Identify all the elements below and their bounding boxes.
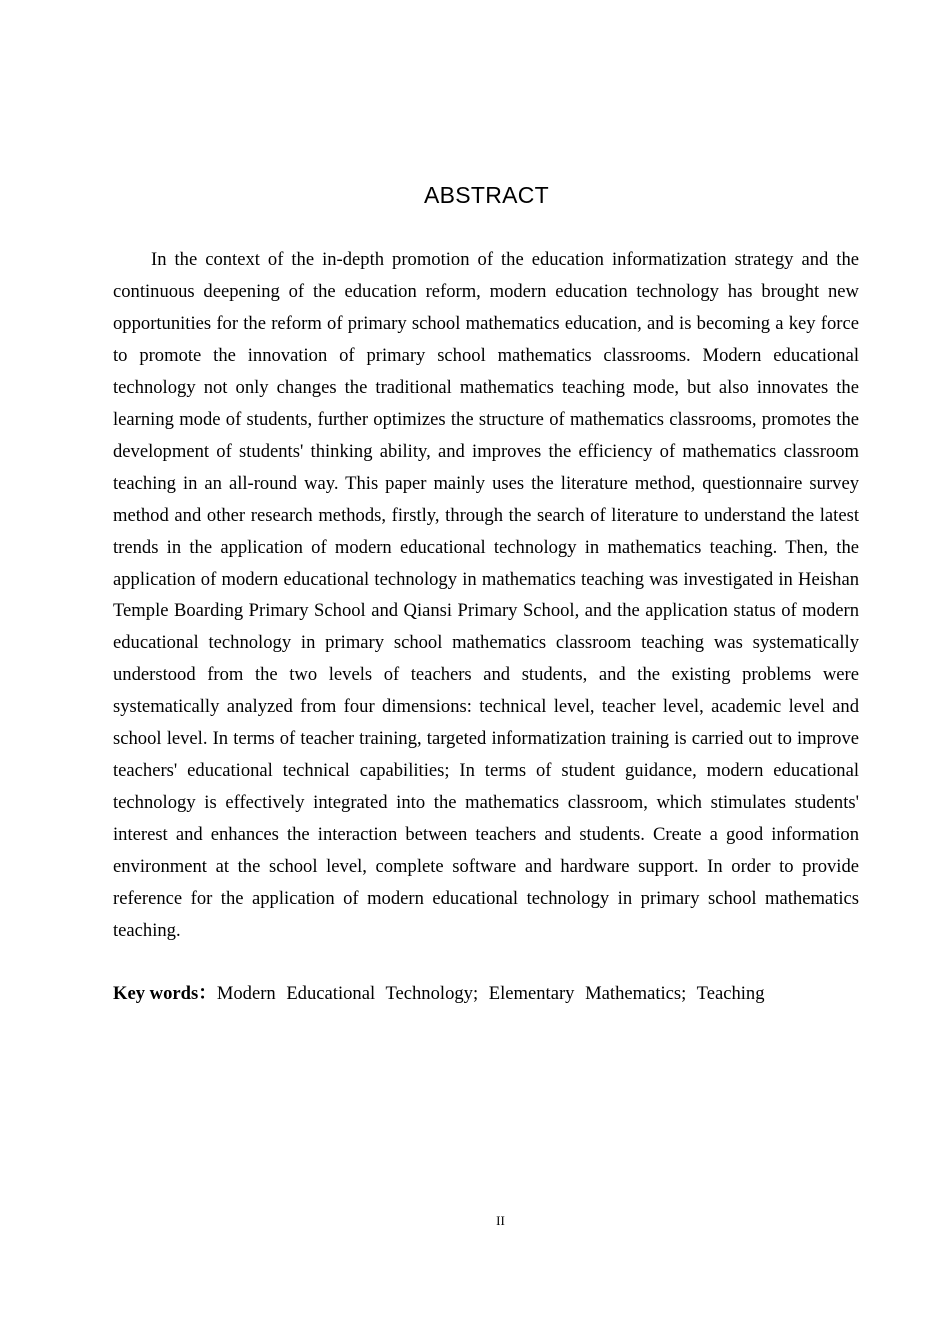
keywords-values: Modern Educational Technology; Elementary Mathematics; Teaching	[216, 983, 765, 1004]
abstract-title: ABSTRACT	[423, 182, 550, 208]
keywords-label: Key words：	[113, 983, 217, 1004]
keywords-line	[113, 978, 859, 1009]
abstract-body: In the context of the in-depth promotion of the education informatization strategy and the continuous deepening of the education reform, modern education technology has brought new opportunities for the reform of primary school mathematics education, and is becoming a key force to promote the innovation of primary school mathematics classrooms. Modern educational technology not only changes the traditional mathematics teaching mode, but also innovates the learning mode of students, further optimizes the structure of mathematics classrooms, promotes the development of students' thinking ability, and improves the efficiency of mathematics classroom teaching in an all-round way. This paper mainly uses the literature method, questionnaire survey method and other research methods, firstly, through the search of literature to understand the latest trends in the application of modern educational technology in mathematics teaching. Then, the application of modern educational technology in mathematics teaching was investigated in Heishan Temple Boarding Primary School and Qiansi Primary School, and the application status of modern educational technology in primary school mathematics classroom teaching was systematically understood from the two levels of teachers and students, and the existing problems were systematically analyzed from four dimensions: technical level, teacher level, academic level and school level. In terms of teacher training, targeted informatization training is carried out to improve teachers' educational technical capabilities; In terms of student guidance, modern educational technology is effectively integrated into the mathematics classroom, which stimulates students' interest and enhances the interaction between teachers and students. Create a good information environment at the school level, complete software and hardware support. In order to provide reference for the application of modern educational technology in primary school mathematics teaching.	[113, 249, 859, 942]
page-number: II	[496, 1213, 505, 1228]
